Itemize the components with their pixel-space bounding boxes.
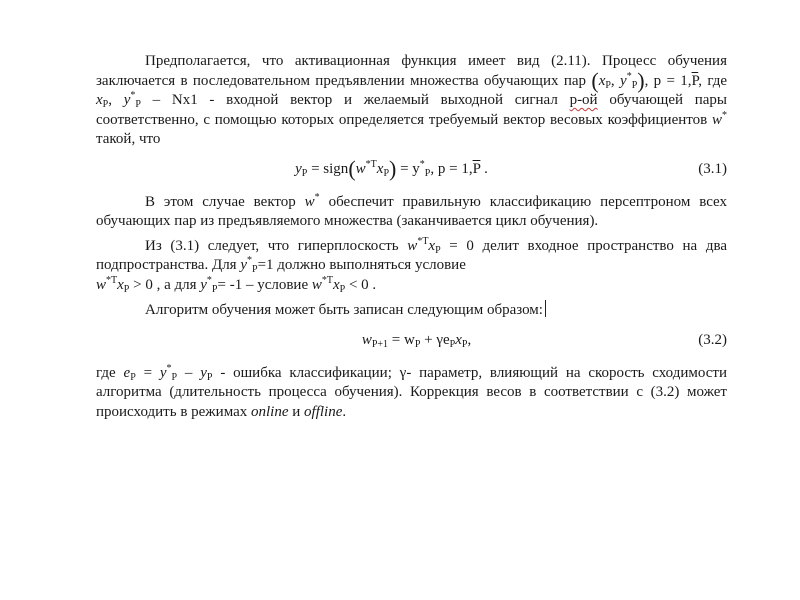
paragraph-3: Из (3.1) следует, что гиперплоскость $w^{*T}x_P = 0$ делит входное пространство на два подпространства. Для $y^*_P=1$ должно выполняться условие $w^{*T}x_P > 0$ , а для $y^*_P= -1$ – условие $w^{*T}x_P < 0$ . bbox=[96, 235, 728, 295]
paragraph-2: В этом случае вектор w* обеспечит правильную классификацию персептроном всех обучающих пар из предъявляемого множества (заканчивается цикл обучения). bbox=[96, 191, 727, 229]
text-cursor bbox=[545, 300, 546, 317]
equation-3-1: $y_P$ = $sign(w^{*T}x_P) = y^*_P$, $p = 1,\overline{P}$ . (3.1) bbox=[295, 155, 727, 181]
document-page bbox=[96, 52, 727, 427]
equation-3-2: $w_{P+1} = w_P + \gamma e_Px_P$, (3.2) bbox=[361, 331, 727, 350]
paragraph-1: Предполагается, что активационная функция имеет вид (2.11). Процесс обучения заключается в последовательном предъявлении множества обучающих пар ($x_P$, $y^*_P$), $p = 1,\overline{P}$, где $x_P$, $y^*_P - Nx1$ - входной вектор и желаемый выходной сигнал p-ой обучающей пары соответственно, с помощью которых определяется требуемый вектор весовых коэффициентов w* такой, что bbox=[96, 53, 728, 147]
spellcheck-word: p-ой bbox=[569, 92, 598, 108]
paragraph-5: где $e_P = y^*_P - y_P$ - ошибка классификации; γ- параметр, влияющий на скорость сходимости алгоритма (длительность процесса обучения). Коррекция весов в соответствии с (3.2) может происходить в режимах online и offline. bbox=[96, 362, 728, 420]
equation-number: (3.1) bbox=[698, 160, 727, 177]
paragraph-4: Алгоритм обучения может быть записан следующим образом: bbox=[96, 300, 727, 321]
equation-number: (3.2) bbox=[698, 331, 727, 348]
